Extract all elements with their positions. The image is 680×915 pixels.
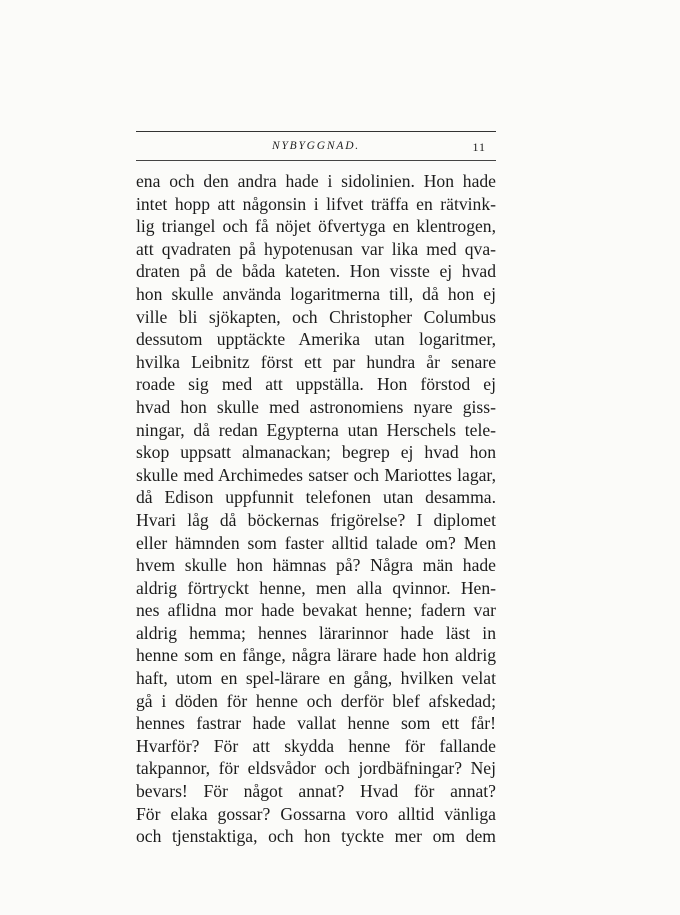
text-line: haft, utom en spel-lärare en gång, hvilken velat [136,668,496,689]
text-line: dessutom upptäckte Amerika utan logaritmer, [136,329,496,350]
text-line: skulle med Archimedes satser och Mariottes lagar, [136,464,496,485]
body-text [136,170,496,848]
text-line: aldrig hemma; hennes lärarinnor hade läst in [136,622,496,643]
text-line: bevars! För något annat? Hvad för annat? [136,781,496,802]
text-line: Hvarför? För att skydda henne för fallande [136,735,496,756]
text-line: att qvadraten på hypotenusan var lika med qva- [136,238,496,259]
page-number: 11 [472,140,486,154]
text-line: hennes fastrar hade vallat henne som ett får! [136,713,496,734]
text-line: henne som en fånge, några lärare hade hon aldrig [136,645,496,666]
text-line: hvilka Leibnitz först ett par hundra år senare [136,351,496,372]
page-header [136,138,496,158]
header-top-rule [136,131,496,132]
text-line: gå i döden för henne och derför blef afskedad; [136,690,496,711]
text-line: aldrig förtryckt henne, men alla qvinnor. Hen- [136,577,496,598]
text-line: roade sig med att uppställa. Hon förstod ej [136,374,496,395]
text-line: skop uppsatt almanackan; begrep ej hvad hon [136,442,496,463]
text-line: lig triangel och få nöjet öfvertyga en klentrogen, [136,216,496,237]
header-bottom-rule [136,160,496,161]
text-line: eller hämnden som faster alltid talade om? Men [136,532,496,553]
text-line: takpannor, för eldsvådor och jordbäfningar? Nej [136,758,496,779]
text-line: draten på de båda kateten. Hon visste ej hvad [136,261,496,282]
text-line: hvad hon skulle med astronomiens nyare giss- [136,396,496,417]
text-line: och tjenstaktiga, och hon tyckte mer om dem [136,826,496,847]
text-line: intet hopp att någonsin i lifvet träffa en rätvink- [136,193,496,214]
text-line: För elaka gossar? Gossarna voro alltid vänliga [136,803,496,824]
running-head: NYBYGGNAD. [272,140,360,152]
text-line: hon skulle använda logaritmerna till, då hon ej [136,283,496,304]
text-line: hvem skulle hon hämnas på? Några män hade [136,555,496,576]
text-line: nes aflidna mor hade bevakat henne; fadern var [136,600,496,621]
text-line: ningar, då redan Egypterna utan Herschels tele- [136,419,496,440]
text-line: då Edison uppfunnit telefonen utan desamma. [136,487,496,508]
text-line: ville bli sjökapten, och Christopher Columbus [136,306,496,327]
text-line: ena och den andra hade i sidolinien. Hon hade [136,171,496,191]
text-line: Hvari låg då böckernas frigörelse? I diplomet [136,509,496,530]
